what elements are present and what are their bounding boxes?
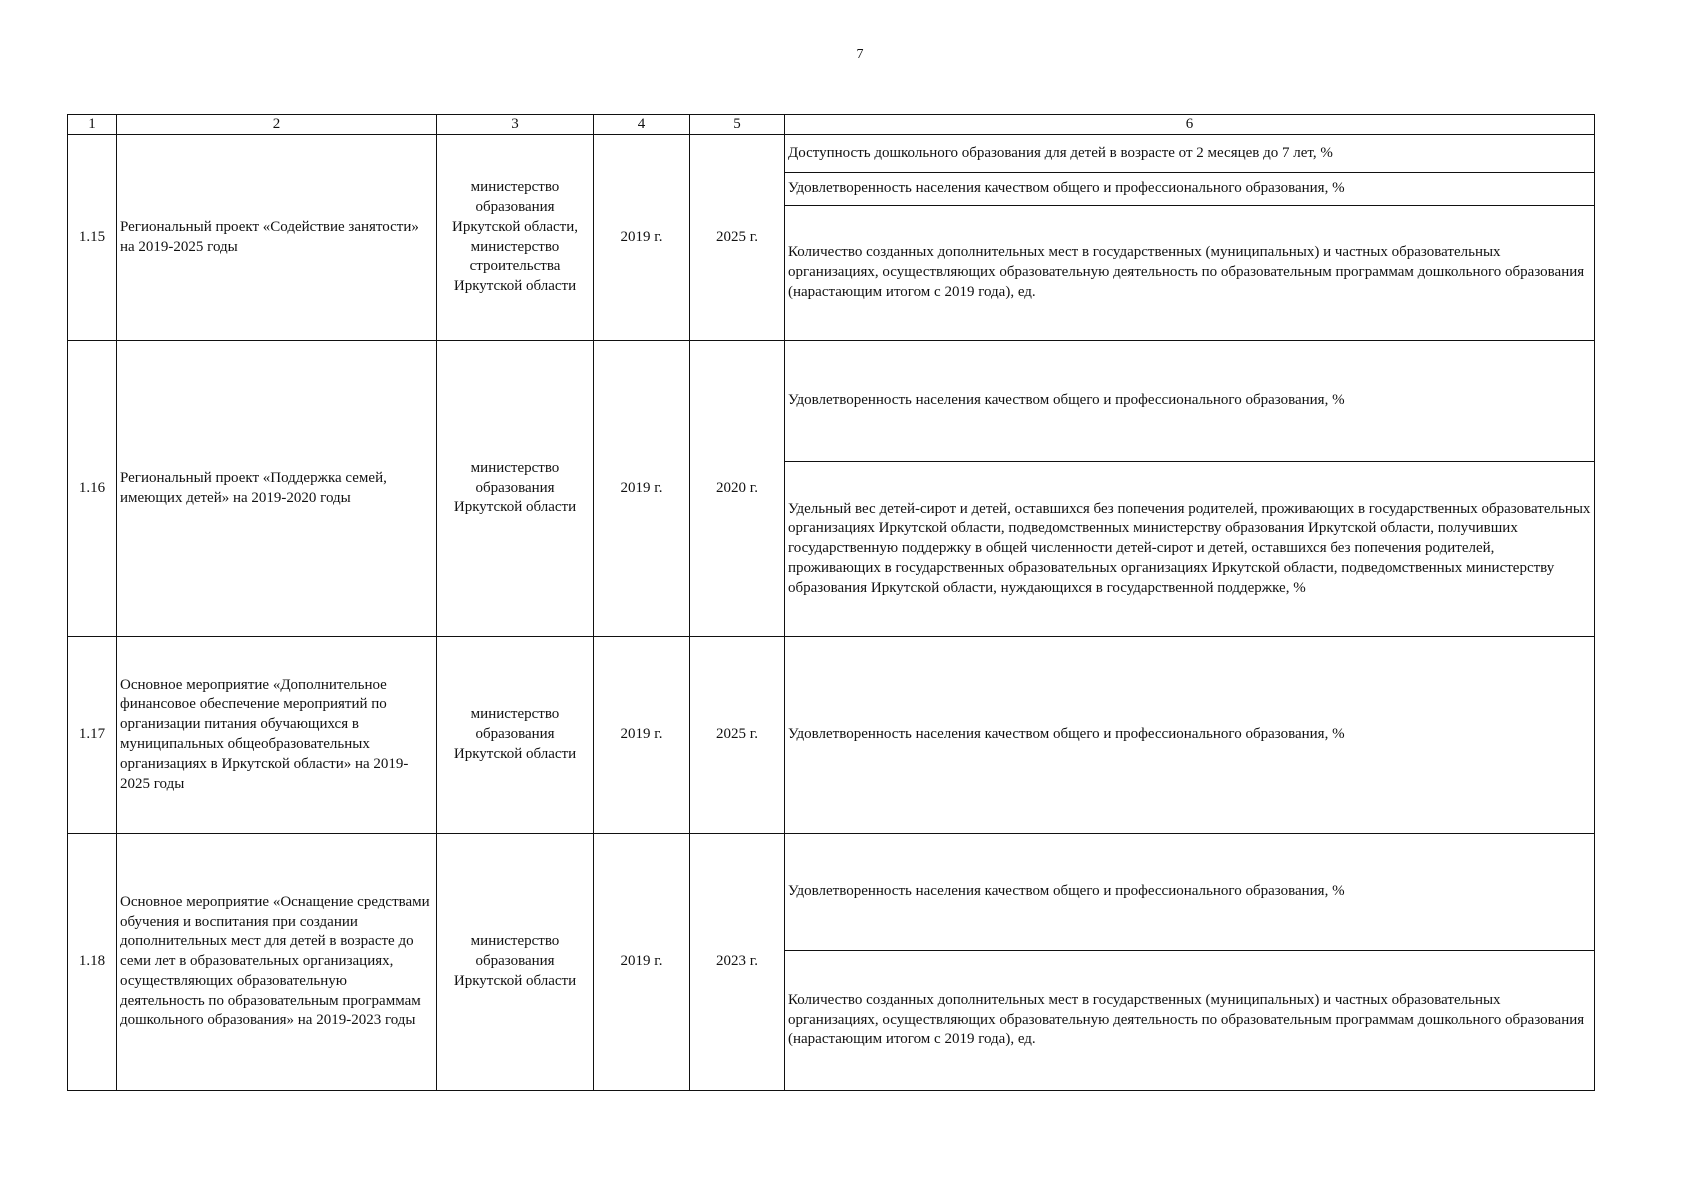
end-year: 2023 г. xyxy=(690,834,785,1091)
table-row xyxy=(68,135,1595,173)
program-table xyxy=(67,114,1595,1091)
start-year: 2019 г. xyxy=(594,341,690,637)
end-year: 2020 г. xyxy=(690,341,785,637)
column-header: 6 xyxy=(785,115,1595,135)
start-year: 2019 г. xyxy=(594,637,690,834)
column-header: 3 xyxy=(437,115,594,135)
indicator: Количество созданных дополнительных мест в государственных (муниципальных) и частных образовательных организациях, осуществляющих образовательную деятельность по образовательным программам дошкольного образования (нарастающим итогом с 2019 года), ед. xyxy=(785,951,1595,1091)
table-row xyxy=(68,834,1595,951)
column-header: 1 xyxy=(68,115,117,135)
activity-name: Основное мероприятие «Оснащение средствами обучения и воспитания при создании дополнительных мест для детей в возрасте до семи лет в образовательных организациях, осуществляющих образовательную деятельность по образовательным программам дошкольного образования» на 2019-2023 годы xyxy=(117,834,437,1091)
indicator: Удовлетворенность населения качеством общего и профессионального образования, % xyxy=(785,173,1595,206)
row-number: 1.15 xyxy=(68,135,117,341)
column-number-row xyxy=(68,115,1595,135)
indicator: Удовлетворенность населения качеством общего и профессионального образования, % xyxy=(785,834,1595,951)
executor: министерство образования Иркутской области, министерство строительства Иркутской области xyxy=(437,135,594,341)
executor: министерство образования Иркутской области xyxy=(437,834,594,1091)
table-row xyxy=(68,341,1595,462)
start-year: 2019 г. xyxy=(594,135,690,341)
activity-name: Основное мероприятие «Дополнительное финансовое обеспечение мероприятий по организации питания обучающихся в муниципальных общеобразовательных организациях в Иркутской области» на 2019-2025 годы xyxy=(117,637,437,834)
table-row xyxy=(68,637,1595,834)
row-number: 1.17 xyxy=(68,637,117,834)
start-year: 2019 г. xyxy=(594,834,690,1091)
column-header: 4 xyxy=(594,115,690,135)
row-number: 1.18 xyxy=(68,834,117,1091)
column-header: 2 xyxy=(117,115,437,135)
indicator: Доступность дошкольного образования для детей в возрасте от 2 месяцев до 7 лет, % xyxy=(785,135,1595,173)
activity-name: Региональный проект «Поддержка семей, имеющих детей» на 2019-2020 годы xyxy=(117,341,437,637)
page-number: 7 xyxy=(856,47,864,62)
end-year: 2025 г. xyxy=(690,637,785,834)
indicator: Удовлетворенность населения качеством общего и профессионального образования, % xyxy=(785,637,1595,834)
column-header: 5 xyxy=(690,115,785,135)
indicator: Удовлетворенность населения качеством общего и профессионального образования, % xyxy=(785,341,1595,462)
end-year: 2025 г. xyxy=(690,135,785,341)
indicator: Удельный вес детей-сирот и детей, оставшихся без попечения родителей, проживающих в государственных образовательных организациях Иркутской области, подведомственных министерству образования Иркутской области, получивших государственную поддержку в общей численности детей-сирот и детей, оставшихся без попечения родителей, проживающих в государственных образовательных организациях Иркутской области, подведомственных министерству образования Иркутской области, нуждающихся в государственной поддержке, % xyxy=(785,462,1595,637)
row-number: 1.16 xyxy=(68,341,117,637)
indicator: Количество созданных дополнительных мест в государственных (муниципальных) и частных образовательных организациях, осуществляющих образовательную деятельность по образовательным программам дошкольного образования (нарастающим итогом с 2019 года), ед. xyxy=(785,206,1595,341)
executor: министерство образования Иркутской области xyxy=(437,341,594,637)
activity-name: Региональный проект «Содействие занятости» на 2019-2025 годы xyxy=(117,135,437,341)
executor: министерство образования Иркутской области xyxy=(437,637,594,834)
